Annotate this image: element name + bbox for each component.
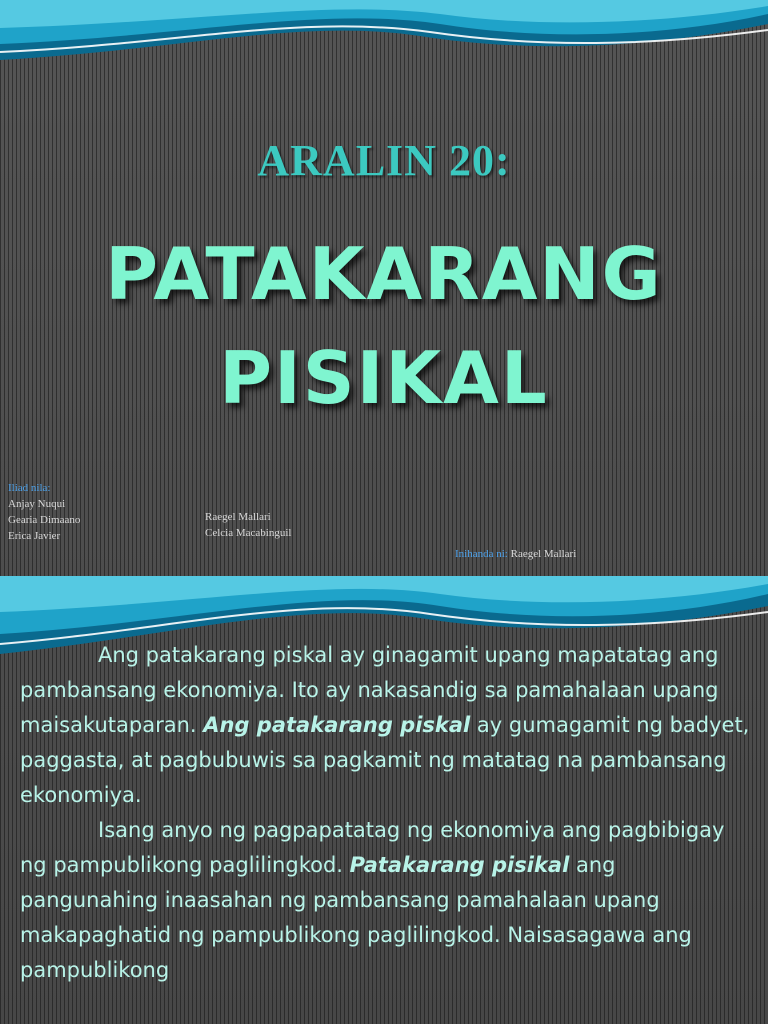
credits-prepared-by [455,546,576,562]
paragraph-1 [20,638,750,813]
paragraph-2-text-a: Isang anyo ng pagpapatatag ng ekonomiya ang pagbibigay ng pampublikong paglilingkod. [20,818,725,877]
main-title-line-2: PISIKAL [219,336,549,420]
credits-authors-extra [205,509,291,541]
body-text [20,638,750,988]
author-name: Anjay Nuqui [8,498,66,510]
main-title [0,222,768,430]
prepared-by-label: Inihanda ni: [455,548,508,560]
main-title-line-1: PATAKARANG [105,232,663,316]
author-name: Raegel Mallari [205,511,271,523]
author-name: Celcia Macabinguil [205,527,292,539]
paragraph-2 [20,813,750,988]
lesson-title: ARALIN 20: [257,136,511,185]
paragraph-1-text-b: ay gumagamit ng badyet, paggasta, at pagbubuwis sa pagkamit ng matatag na pambansang ekonomiya. [20,713,750,807]
paragraph-1-emphasis: Ang patakarang piskal [203,713,471,737]
top-wave-decoration [0,0,768,70]
slide-content [0,576,768,1024]
author-name: Gearia Dimaano [8,514,81,526]
paragraph-2-text-b: ang pangunahing inaasahan ng pambansang pamahalaan upang makapaghatid ng pampublikong paglilingkod. Naisasagawa ang pampublikong [20,853,692,982]
prepared-by-name: Raegel Mallari [510,548,577,560]
paragraph-2-emphasis: Patakarang pisikal [349,853,570,877]
paragraph-1-text-a: Ang patakarang piskal ay ginagamit upang mapatatag ang pambansang ekonomiya. Ito ay nakasandig sa pamahalaan upang maisakutaparan. [20,643,719,737]
author-name: Erica Javier [8,530,61,542]
credits-authors [8,480,80,544]
credits-authors-label: Iliad nila: [8,482,51,494]
